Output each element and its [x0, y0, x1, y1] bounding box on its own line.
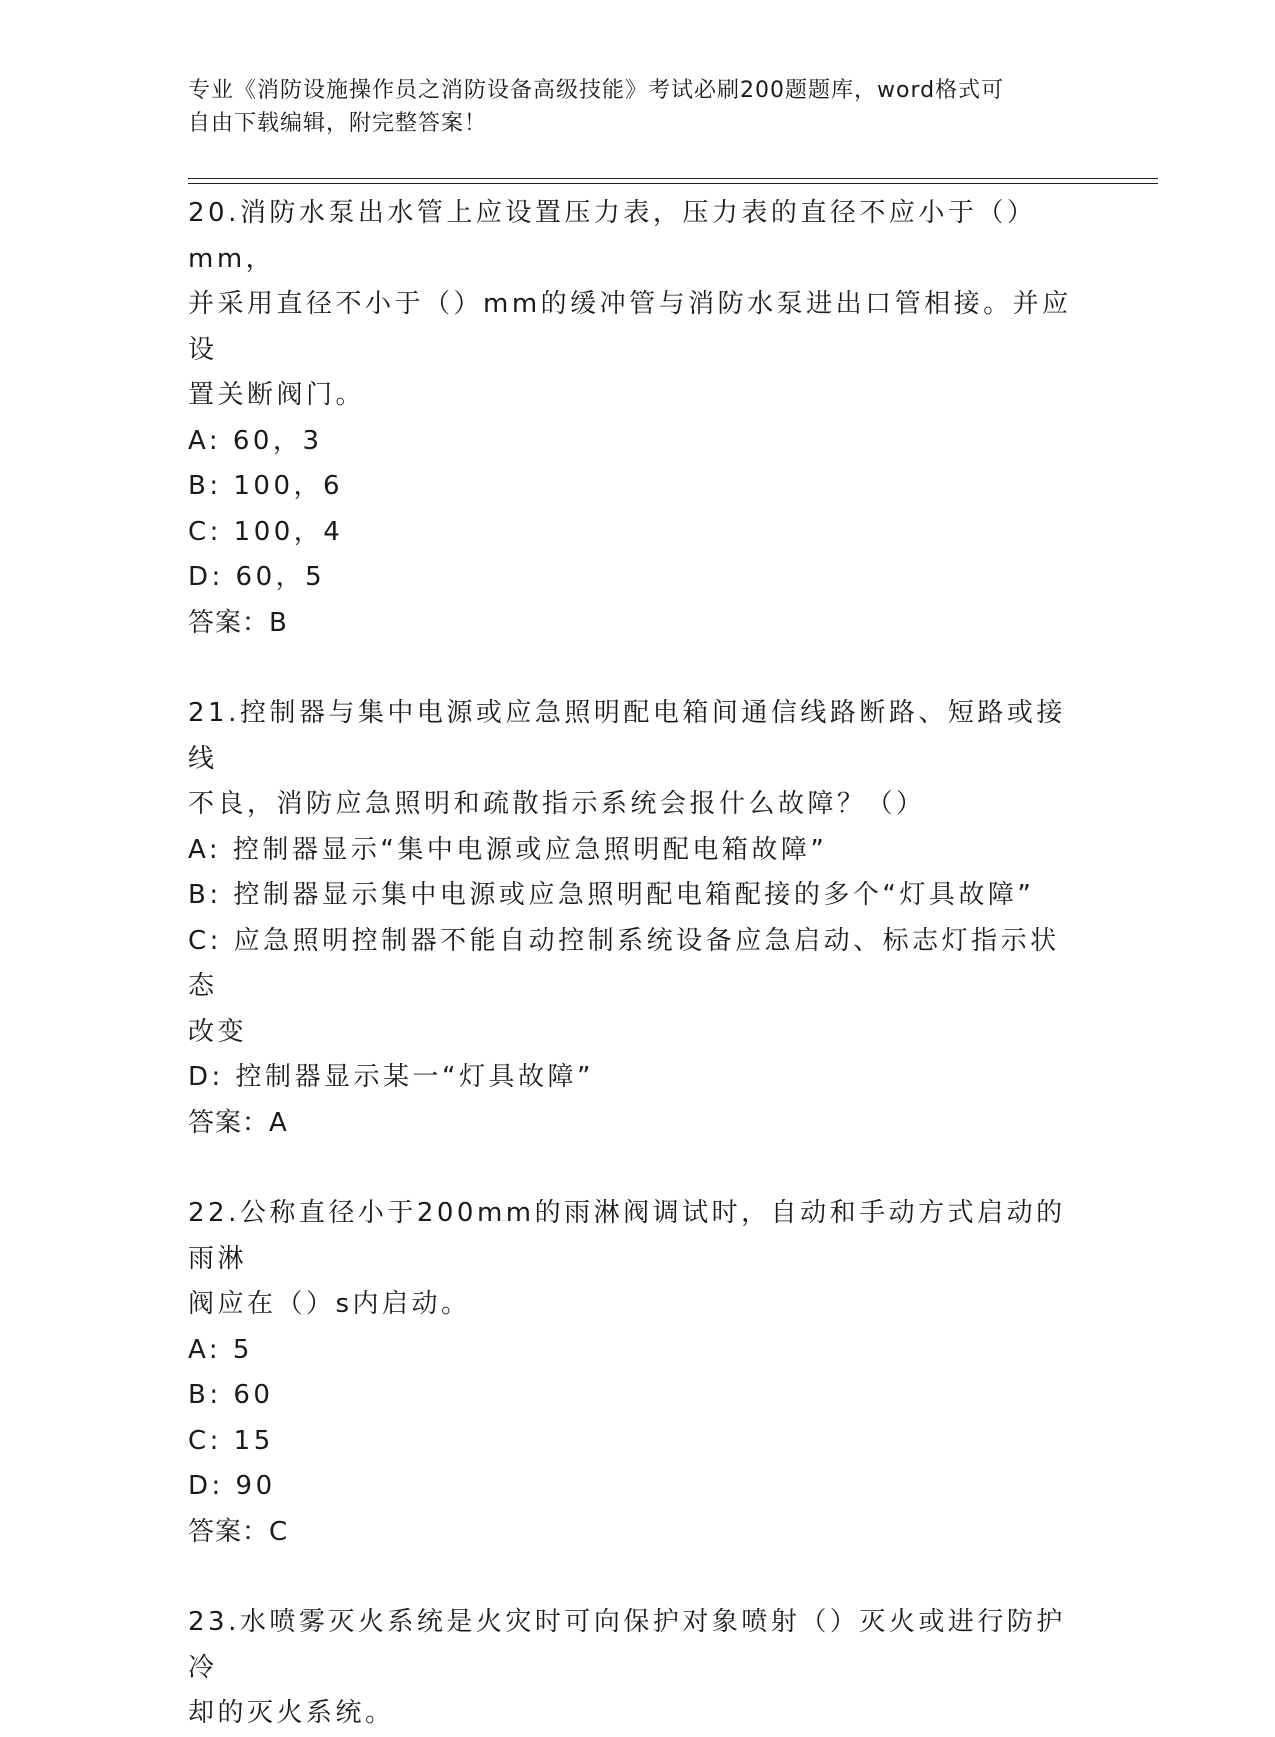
question-list: [188, 191, 1078, 1737]
question-spacer: [188, 1146, 1078, 1191]
question-20: [188, 191, 1078, 646]
question-text-line: 21.控制器与集中电源或应急照明配电箱间通信线路断路、短路或接线: [188, 698, 1066, 774]
option-b: B: 100，6: [188, 471, 344, 501]
question-text-line: 却的灭火系统。: [188, 1698, 395, 1728]
option-d: D: 90: [188, 1471, 276, 1501]
header-line-1: 专业《消防设施操作员之消防设备高级技能》考试必刷200题题库，word格式可: [188, 78, 1005, 103]
option-b: B: 控制器显示集中电源或应急照明配电箱配接的多个“灯具故障”: [188, 880, 1035, 910]
header-line-2: 自由下载编辑，附完整答案！: [188, 111, 488, 136]
question-text-line: 并采用直径不小于（）mm的缓冲管与消防水泵进出口管相接。并应设: [188, 289, 1072, 365]
question-21: [188, 691, 1078, 1146]
question-text-line: 22.公称直径小于200mm的雨淋阀调试时，自动和手动方式启动的雨淋: [188, 1198, 1066, 1274]
option-c: C: 100，4: [188, 516, 344, 547]
option-b: B: 60: [188, 1380, 274, 1410]
answer-label: 答案：A: [188, 1107, 288, 1138]
option-c: C: 应急照明控制器不能自动控制系统设备应急启动、标志灯指示状态: [188, 925, 1060, 1001]
question-23: [188, 1600, 1078, 1737]
header-divider-bottom: [188, 183, 1158, 184]
question-spacer: [188, 1555, 1078, 1600]
option-a: A: 60，3: [188, 425, 323, 456]
question-text-line: 不良，消防应急照明和疏散指示系统会报什么故障？（）: [188, 789, 926, 819]
question-text-line: 20.消防水泵出水管上应设置压力表，压力表的直径不应小于（）mm，: [188, 198, 1037, 274]
option-c-continued: 改变: [188, 1016, 248, 1047]
option-d: D: 60，5: [188, 562, 326, 592]
question-text-line: 23.水喷雾灭火系统是火灾时可向保护对象喷射（）灭火或进行防护冷: [188, 1607, 1066, 1683]
question-22: [188, 1191, 1078, 1555]
option-a: A: 控制器显示“集中电源或应急照明配电箱故障”: [188, 834, 828, 865]
document-header: [188, 74, 1068, 140]
option-c: C: 15: [188, 1425, 274, 1456]
question-spacer: [188, 646, 1078, 691]
header-divider-top: [188, 178, 1158, 179]
question-text-line: 置关断阀门。: [188, 380, 366, 410]
answer-label: 答案：C: [188, 1516, 289, 1547]
answer-label: 答案：B: [188, 607, 288, 638]
option-a: A: 5: [188, 1334, 253, 1365]
question-text-line: 阀应在（）s内启动。: [188, 1289, 471, 1319]
option-d: D: 控制器显示某一“灯具故障”: [188, 1062, 594, 1092]
